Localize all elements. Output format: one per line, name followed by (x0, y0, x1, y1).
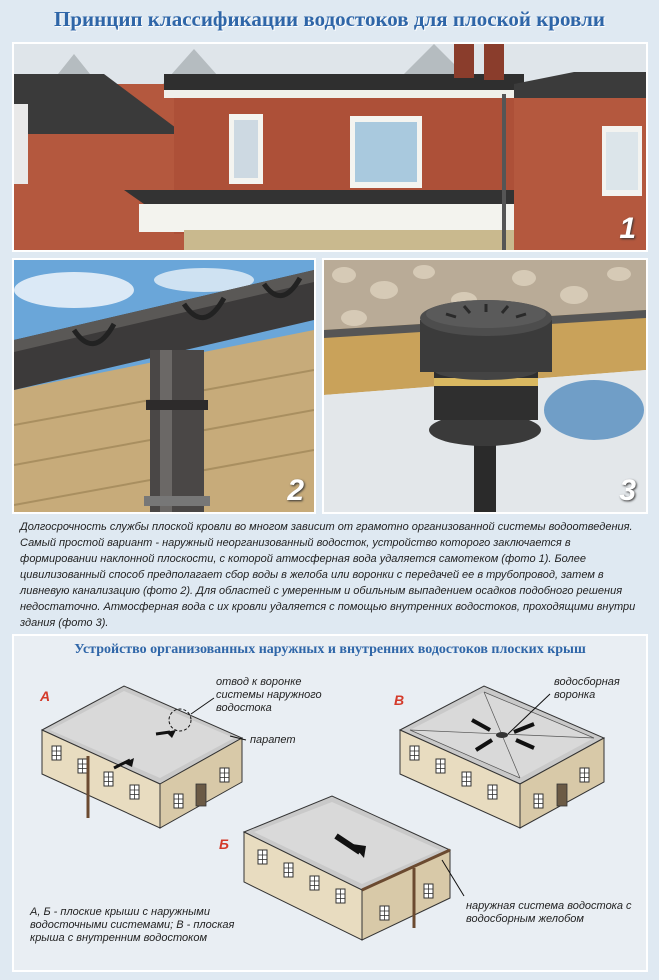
photo-number-2: 2 (287, 474, 304, 507)
funnel-illustration (324, 260, 646, 512)
photo-house (12, 42, 648, 252)
letter-b: Б (219, 836, 229, 852)
photo-gutter (12, 258, 316, 514)
photo-number-3: 3 (619, 474, 636, 507)
label-parapet: парапет (250, 734, 296, 746)
diagram-legend: А, Б - плоские крыши с наружными водосточными системами; В - плоская крыша с внутренним водостоком (30, 906, 235, 944)
house-illustration (14, 44, 646, 250)
building-v (400, 686, 604, 828)
photo-number-1: 1 (619, 212, 636, 245)
photo-roof-funnel (322, 258, 648, 514)
letter-v: В (394, 692, 405, 708)
gutter-illustration (14, 260, 314, 512)
description-text: Долгосрочность службы плоской кровли во многом зависит от грамотно организованной системы водоотведения. Самый простой вариант - наружный неорганизованный водосток, устройство которого заключается в формировании наклонной плоскости, с которой атмосферная вода удаляется самотеком (фото 1). Более цивилизованный способ предполагает сбор воды в желоба или воронки с передачей ее в трубопровод, затем в ливневую канализацию (фото 2). Для областей с умеренным и обильным выпадением осадков подобного решения недостаточно. Атмосферная вода с их кровли удаляется с помощью внутренних водостоков, проходящими внутри здания (фото 3). (20, 521, 636, 629)
building-b (244, 796, 464, 940)
page-title: Принцип классификации водостоков для плоской кровли (54, 7, 605, 31)
letter-a: А (40, 688, 51, 704)
label-external-system: наружная система водостока с водосборным желобом (466, 900, 632, 925)
label-drain-funnel: водосборная воронка (554, 676, 620, 701)
diagram-panel (12, 634, 648, 972)
label-funnel-outlet: отвод к воронке системы наружного водостока (216, 676, 322, 714)
diagram-subtitle: Устройство организованных наружных и внутренних водостоков плоских крыш (74, 642, 586, 657)
